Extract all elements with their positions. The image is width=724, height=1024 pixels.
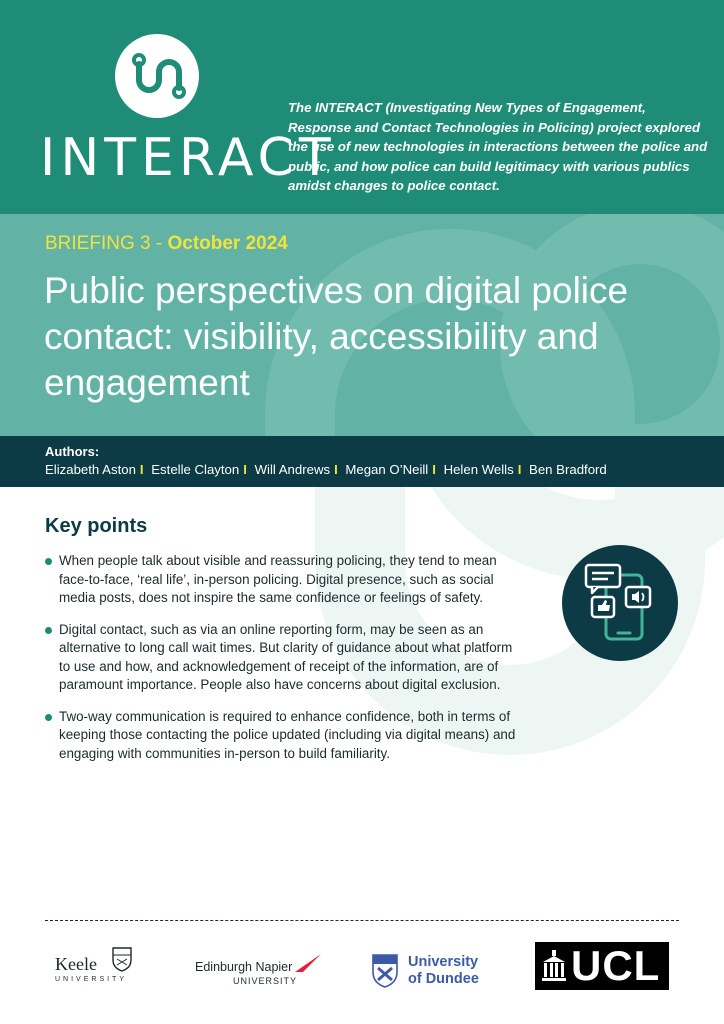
author-name: Ben Bradford (529, 462, 607, 477)
briefing-number: BRIEFING 3 - (45, 233, 168, 254)
dundee-shield-icon (372, 954, 398, 988)
key-points-list (45, 552, 525, 776)
bullet-dot-icon (45, 627, 52, 634)
author-name: Will Andrews (254, 462, 331, 477)
briefing-date: October 2024 (167, 233, 288, 254)
ucl-portico-icon (541, 950, 567, 982)
edinburgh-napier-logo (195, 952, 325, 992)
keele-logo-name: Keele (55, 954, 97, 974)
key-point-item (45, 552, 525, 608)
keele-logo (55, 950, 135, 990)
project-intro: The INTERACT (Investigating New Types of Engagement, Response and Contact Technologies in Policing) project explored the use of new technologies in interactions between the police and public, and how police can build legitimacy with various publics amidst changes to police contact. (288, 100, 708, 193)
university-of-dundee-logo (372, 954, 492, 994)
napier-logo-sub: UNIVERSITY (233, 976, 298, 986)
key-point-text: When people talk about visible and reassuring policing, they tend to mean face-to-face, ‘real life’, in-person policing. Digital presence, such as social media posts, does not inspire the same confidence or feelings of safety. (59, 553, 497, 605)
author-separator: I (139, 462, 144, 477)
key-point-text: Digital contact, such as via an online reporting form, may be seen as an alternative to long call wait times. But clarity of guidance about what platform to use and how, and acknowledgement of receipt of the information, are of paramount importance. People also have concerns about digital exclusion. (59, 621, 513, 692)
dundee-logo-line2: of Dundee (408, 971, 479, 987)
napier-chevron-icon (295, 952, 321, 972)
bullet-dot-icon (45, 714, 52, 721)
dundee-logo-line1: University (408, 954, 479, 970)
keele-crest-icon (111, 946, 133, 972)
interact-logo-mark (115, 34, 199, 118)
ucl-logo-text: UCL (571, 942, 661, 989)
author-name: Helen Wells (443, 462, 514, 477)
author-separator: I (243, 462, 247, 477)
bullet-dot-icon (45, 558, 52, 565)
key-point-text: Two-way communication is required to enhance confidence, both in terms of keeping those contacting the police updated (including via digital means) and engaging with communities in-person to build familiarity. (59, 708, 516, 761)
author-name: Estelle Clayton (151, 462, 240, 477)
author-name: Elizabeth Aston (45, 462, 136, 477)
interact-symbol-icon (115, 34, 199, 118)
author-name: Megan O’Neill (345, 462, 429, 477)
author-separator: I (517, 462, 522, 477)
ucl-logo (535, 942, 669, 990)
footer-divider (45, 920, 679, 921)
napier-logo-name: Edinburgh Napier (195, 960, 293, 974)
phone-messaging-icon (562, 545, 678, 661)
key-point-item (45, 621, 525, 695)
briefing-label (45, 232, 288, 256)
keele-logo-sub: UNIVERSITY (55, 976, 128, 983)
key-points-title: Key points (45, 515, 148, 537)
key-point-item (45, 708, 525, 764)
page-title: Public perspectives on digital police contact: visibility, accessibility and engagement (44, 270, 629, 403)
author-separator: I (432, 462, 436, 477)
authors-list (45, 461, 607, 479)
authors-label: Authors: (45, 444, 100, 459)
interact-logo-text: INTERACT (40, 128, 336, 188)
author-separator: I (334, 462, 338, 477)
